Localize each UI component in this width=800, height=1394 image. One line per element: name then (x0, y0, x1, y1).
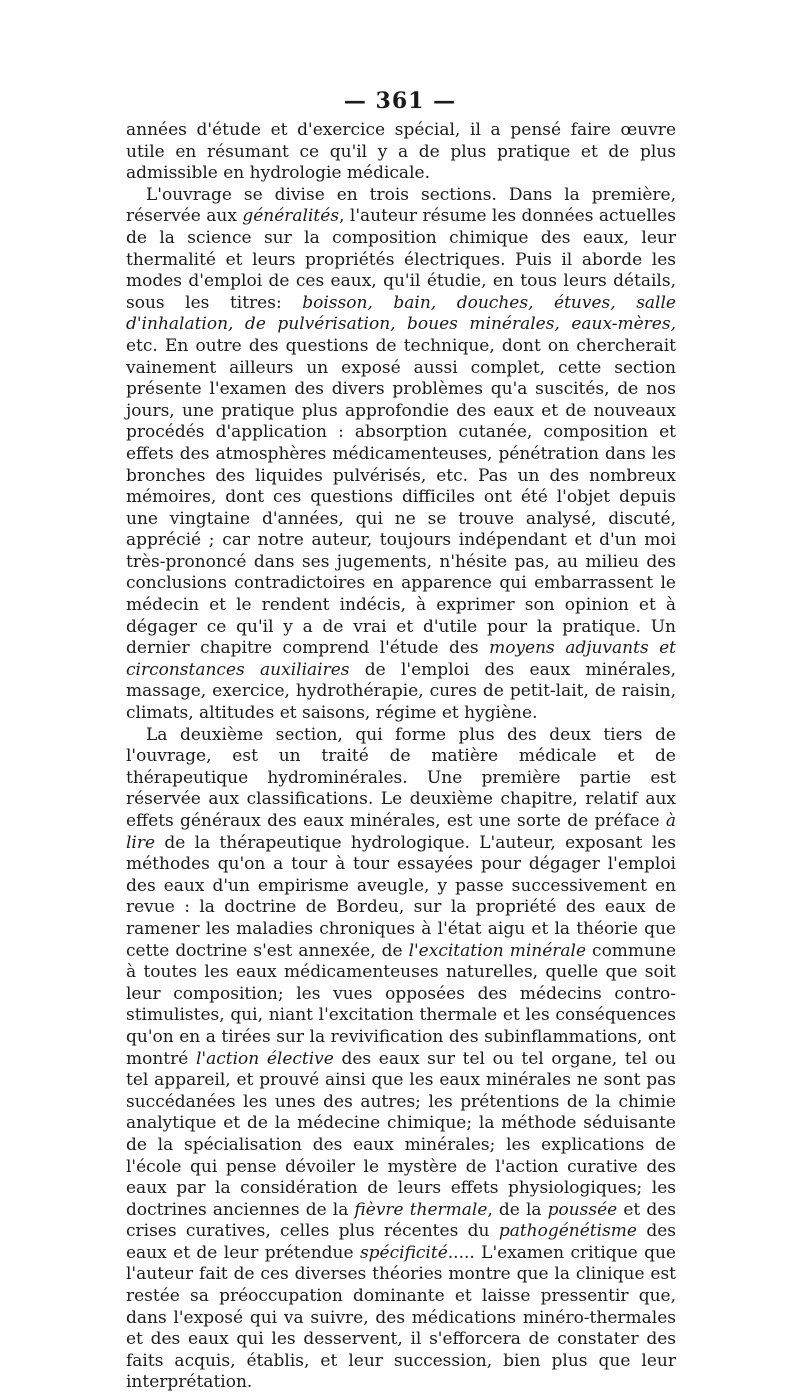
italic-text: l'action élective (195, 1048, 334, 1069)
text-run: La deuxième section, qui forme plus des deux tiers de l'ouvrage, est un traité de matière médicale et de thérapeutique hydrominérales. Une première partie est réservée aux classifications. Le deuxième chapitre, relatif aux effets généraux des eaux minérales, est une sorte de préface (126, 724, 676, 831)
text-run: ..... L'examen critique que l'auteur fait de ces diverses théories montre que la clinique est restée sa préoccupation dominante et laisse pressentir que, dans l'exposé qui va suivre, des médications minéro-thermales et des eaux qui les desservent, il s'efforcera de constater des faits acquis, établis, et leur succession, bien plus que leur interprétation. (126, 1242, 676, 1393)
italic-text: pathogénétisme (498, 1221, 637, 1242)
text-run: , de la (487, 1199, 548, 1220)
italic-text: fièvre thermale (354, 1199, 488, 1220)
text-run: L'ouvrage se divise en trois sections. Dans la première, réservée aux (126, 184, 676, 227)
paragraph (126, 120, 676, 185)
paragraph (126, 725, 676, 1394)
page-number: — 361 — (343, 88, 457, 114)
paragraph (126, 185, 676, 725)
text-run: années d'étude et d'exercice spécial, il a pensé faire œuvre utile en résumant ce qu'il y a de plus pratique et de plus admissible en hydrologie médicale. (126, 120, 676, 184)
italic-text: boisson, bain, douches, étuves, salle d'inhalation, de pulvérisation, boues minérales, eaux-mères, (126, 292, 676, 335)
italic-text: moyens adjuvants et circonstances auxiliaires (126, 638, 677, 680)
text-run: , l'auteur résume les données actuelles de la science sur la composition chimique des eaux, leur thermalité et leurs propriétés électriques. Puis il aborde les modes d'emploi de ces eaux, qu'il étudie, en tous leurs détails, sous les titres: (126, 206, 676, 313)
italic-text: à lire (126, 811, 676, 853)
italic-text: généralités (242, 206, 340, 227)
italic-text: spécificité (359, 1242, 448, 1263)
text-run: et des crises curatives, celles plus récentes du (126, 1199, 676, 1242)
text-run: commune à toutes les eaux médicamenteuses naturelles, quelle que soit leur composition; les vues opposées des médecins contro-stimulistes, qui, niant l'excitation thermale et les conséquences qu'on en a tirées sur la revivification des subinflammations, ont montré (126, 940, 677, 1069)
text-run: des eaux et de leur prétendue (126, 1221, 676, 1263)
body-text (126, 120, 676, 1394)
text-run: etc. En outre des questions de technique, dont on chercherait vainement ailleurs un exposé aussi complet, cette section présente l'examen des divers problèmes qu'a suscités, de nos jours, une pratique plus approfondie des eaux et de nouveaux procédés d'application : absorption cutanée, composition et effets des atmosphères médicamenteuses, pénétration dans les bronches des liquides pulvérisés, etc. Pas un des nombreux mémoires, dont ces questions difficiles ont été l'objet depuis une vingtaine d'années, qui ne se trouve analysé, discuté, apprécié ; car notre auteur, toujours indépendant et d'un moi très-prononcé dans ses jugements, n'hésite pas, au milieu des conclusions contradictoires en apparence qui embarrassent le médecin et le rendent indécis, à exprimer son opinion et à dégager ce qu'il y a de vrai et d'utile pour la pratique. Un dernier chapitre comprend l'étude des (126, 335, 676, 659)
text-run: de l'emploi des eaux minérales, massage, exercice, hydrothérapie, cures de petit-lait, de raisin, climats, altitudes et saisons, régime et hygiène. (126, 659, 676, 724)
italic-text: poussée (547, 1199, 618, 1220)
text-run: des eaux sur tel ou tel organe, tel ou tel appareil, et prouvé ainsi que les eaux minérales ne sont pas succédanées les unes des autres; les prétentions de la chimie analytique et de la médecine chimique; la méthode séduisante de la spécialisation des eaux minérales; les explications de l'école qui pense dévoiler le mystère de l'action curative des eaux par la considération de leurs effets physiologiques; les doctrines anciennes de la (126, 1048, 676, 1220)
italic-text: l'excitation minérale (408, 940, 587, 961)
text-run: de la thérapeutique hydrologique. L'auteur, exposant les méthodes qu'on a tour à tour essayées pour dégager l'emploi des eaux d'un empirisme aveugle, y passe successivement en revue : la doctrine de Bordeu, sur la propriété des eaux de ramener les maladies chroniques à l'état aigu et la théorie que cette doctrine s'est annexée, de (126, 832, 676, 961)
